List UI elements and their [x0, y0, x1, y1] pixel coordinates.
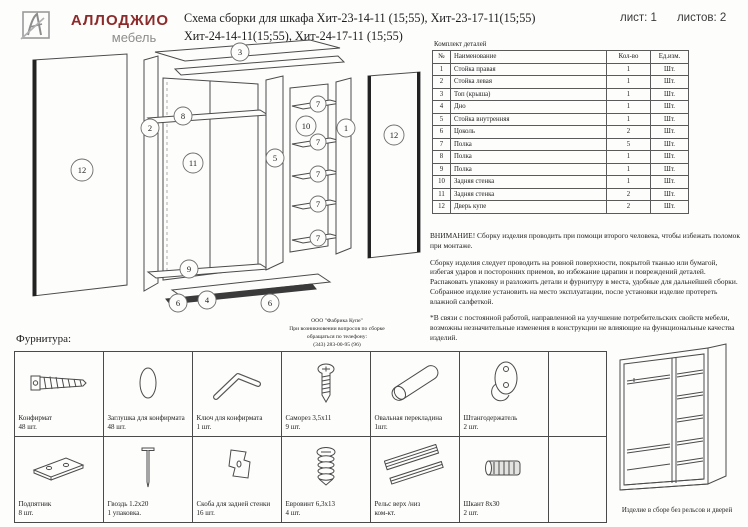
table-row: 8 Полка 1 Шт.: [433, 151, 689, 164]
exploded-view-diagram: [0, 38, 440, 338]
oval-rod-icon: [371, 352, 459, 415]
callout-7-5: [310, 230, 326, 246]
callout-5: [266, 149, 284, 167]
callout-7-3: [310, 166, 326, 182]
callout-7-4: [310, 196, 326, 212]
hardware-item-qty: ком-кт.: [374, 509, 396, 518]
right-door-panel: [368, 72, 420, 258]
table-row: 11 Задняя стенка 2 Шт.: [433, 188, 689, 201]
small-screw-icon: [282, 352, 370, 415]
hardware-item-confirmat: [14, 351, 104, 437]
hardware-item-cap: [103, 351, 193, 437]
hardware-item-name: Ключ для конфирмата: [196, 414, 263, 423]
callout-10: [296, 116, 316, 136]
hardware-item-qty: 48 шт.: [107, 423, 126, 432]
note-place: Собранное изделие установить на место эксплуатации, после установки изделие протереть влажной салфеткой.: [430, 286, 718, 306]
callout-8: [174, 107, 192, 125]
col-header-qty: Кол-во: [607, 51, 651, 64]
hardware-item-nail: [103, 436, 193, 523]
hardware-item-name: Рельс верх /низ: [374, 500, 421, 509]
svg-text:7: 7: [315, 99, 321, 109]
assembly-notes: [430, 231, 742, 343]
hex-key-icon: [193, 352, 281, 415]
hardware-item-rail: [370, 436, 460, 523]
hardware-item-footplate: [14, 436, 104, 523]
callout-6-left: [169, 294, 187, 312]
hardware-item-euroscrew: [281, 436, 371, 523]
factory-phone: (343) 283-00-95 (96): [313, 342, 361, 349]
hardware-item-name: Подпятник: [18, 500, 52, 509]
hardware-item-name: Скоба для задней стенки: [196, 500, 271, 509]
svg-text:12: 12: [77, 165, 87, 175]
brand-logo-icon: [20, 9, 52, 41]
dowel-icon: [460, 437, 548, 501]
hardware-item-qty: 48 шт.: [18, 423, 37, 432]
hardware-item-qty: 1 упаковка.: [107, 509, 142, 518]
confirmat-screw-icon: [15, 352, 103, 415]
hardware-item-name: Евровинт 6,3х13: [285, 500, 335, 509]
sheet-info: [620, 12, 726, 24]
hardware-empty-cell: [548, 436, 607, 523]
svg-text:7: 7: [315, 137, 321, 147]
hardware-item-qty: 2 шт.: [463, 423, 479, 432]
svg-text:8: 8: [180, 111, 186, 121]
table-row: 12 Дверь купе 2 Шт.: [433, 201, 689, 214]
hardware-item-qty: 16 шт.: [196, 509, 215, 518]
svg-text:12: 12: [389, 130, 399, 140]
rod-holder-icon: [460, 352, 548, 415]
callout-3: [231, 43, 249, 61]
table-row: 4 Дно 1 Шт.: [433, 101, 689, 114]
hardware-item-qty: 4 шт.: [285, 509, 301, 518]
hardware-item-qty: 9 шт.: [285, 423, 301, 432]
hardware-item-qty: 2 шт.: [463, 509, 479, 518]
svg-text:9: 9: [186, 264, 192, 274]
table-row: 1 Стойка правая 1 Шт.: [433, 63, 689, 76]
note-unpack: Распаковать упаковку и разложить детали и фурнитуру в места, удобные для дальнейшей сборки.: [430, 277, 738, 287]
assembled-product: [606, 336, 748, 514]
callout-7-1: [310, 96, 326, 112]
table-row: 5 Стойка внутренняя 1 Шт.: [433, 113, 689, 126]
col-header-unit: Ед.изм.: [651, 51, 689, 64]
hardware-item-oval-rod: [370, 351, 460, 437]
svg-text:7: 7: [315, 233, 321, 243]
parts-table: [432, 50, 689, 214]
callout-2: [141, 119, 159, 137]
svg-text:7: 7: [315, 199, 321, 209]
col-header-name: Наименование: [451, 51, 607, 64]
factory-contact-note: [252, 317, 422, 349]
back-wall-clip-icon: [193, 437, 281, 501]
callout-7-2: [310, 134, 326, 150]
note-surface: Сборку изделия следует проводить на ровной поверхности, покрытой тканью или бумагой, избегая ударов и посторонних приемов, во избежание царапин и повреждений деталей.: [430, 257, 718, 277]
callout-4: [198, 291, 216, 309]
hardware-table: [14, 351, 608, 522]
parts-header-row: [433, 51, 689, 64]
callout-12-right: [384, 125, 404, 145]
hardware-item-dowel: [459, 436, 549, 523]
sheet-number: лист: 1: [620, 12, 657, 24]
callout-11: [183, 153, 203, 173]
hardware-item-clip: [192, 436, 282, 523]
table-row: 10 Задняя стенка 1 Шт.: [433, 176, 689, 189]
table-row: 7 Полка 5 Шт.: [433, 138, 689, 151]
left-side-panel: [144, 56, 158, 291]
note-disclaimer: *В связи с постоянной работой, направленной на улучшение потребительских свойств мебели, возможны незначительные изменения в конструкции не влияющие на функциональные качества изделий.: [430, 313, 735, 342]
brand-subtitle: мебель: [111, 30, 157, 45]
callout-9: [180, 260, 198, 278]
assembled-wardrobe-drawing: [606, 336, 748, 504]
hardware-item-qty: 1 шт.: [196, 423, 212, 432]
hardware-section-title: Фурнитура:: [16, 333, 72, 345]
hardware-item-name: Штангодержатель: [463, 414, 518, 423]
svg-text:3: 3: [237, 47, 243, 57]
rail-icon: [371, 437, 459, 501]
parts-list-title: Комплект деталей: [434, 41, 487, 48]
svg-text:5: 5: [272, 153, 278, 163]
brand-name: АЛЛОДЖИО: [70, 12, 170, 29]
hardware-item-name: Овальная перекладина: [374, 414, 443, 423]
svg-text:4: 4: [204, 295, 210, 305]
note-attention: ВНИМАНИЕ! Сборку изделия проводить при помощи второго человека, чтобы избежать поломок при монтаже.: [430, 231, 740, 250]
table-row: 2 Стойка левая 1 Шт.: [433, 76, 689, 89]
hardware-item-rod-holder: [459, 351, 549, 437]
svg-text:2: 2: [147, 123, 153, 133]
nail-icon: [104, 437, 192, 501]
hardware-item-name: Заглушка для конфирмата: [107, 414, 185, 423]
assembled-caption: Изделие в сборе без рельсов и дверей: [621, 507, 733, 514]
euro-screw-icon: [282, 437, 370, 501]
hardware-item-screw: [281, 351, 371, 437]
svg-text:6: 6: [175, 298, 181, 308]
callout-6-right: [261, 294, 279, 312]
table-row: 9 Полка 1 Шт.: [433, 163, 689, 176]
svg-text:6: 6: [267, 298, 273, 308]
right-side-panel: [336, 78, 351, 254]
svg-text:7: 7: [315, 169, 321, 179]
svg-text:11: 11: [188, 158, 198, 168]
hardware-item-qty: 8 шт.: [18, 509, 34, 518]
title-line-2: Хит-24-14-11(15;55), Хит-24-17-11 (15;55): [184, 28, 403, 43]
parts-list: [432, 41, 688, 214]
factory-note-line: При возникновении вопросов по сборке: [289, 326, 385, 333]
table-row: 3 Топ (крыша) 1 Шт.: [433, 88, 689, 101]
hardware-item-name: Шкант 8х30: [463, 500, 500, 509]
factory-name: ООО "Фабрика Купе": [311, 318, 363, 324]
svg-text:1: 1: [343, 123, 349, 133]
inner-upright-panel: [266, 76, 283, 270]
hardware-item-hexkey: [192, 351, 282, 437]
hardware-item-name: Гвоздь 1.2х20: [107, 500, 149, 509]
svg-text:10: 10: [301, 121, 311, 131]
callout-12-left: [71, 159, 93, 181]
hardware-item-name: Саморез 3,5х11: [285, 414, 332, 423]
hardware-empty-cell: [548, 351, 607, 437]
cap-plug-icon: [104, 352, 192, 415]
table-row: 6 Цоколь 2 Шт.: [433, 126, 689, 139]
col-header-num: №: [433, 51, 451, 64]
hardware-item-name: Конфирмат: [18, 414, 53, 423]
callout-1: [337, 119, 355, 137]
foot-plate-icon: [15, 437, 103, 501]
hardware-item-qty: 1шт.: [374, 423, 388, 432]
factory-note-line: обращаться по телефону:: [306, 334, 368, 341]
sheets-total: листов: 2: [676, 12, 727, 24]
title-line-1: Схема сборки для шкафа Хит-23-14-11 (15;55), Хит-23-17-11(15;55): [184, 11, 536, 25]
